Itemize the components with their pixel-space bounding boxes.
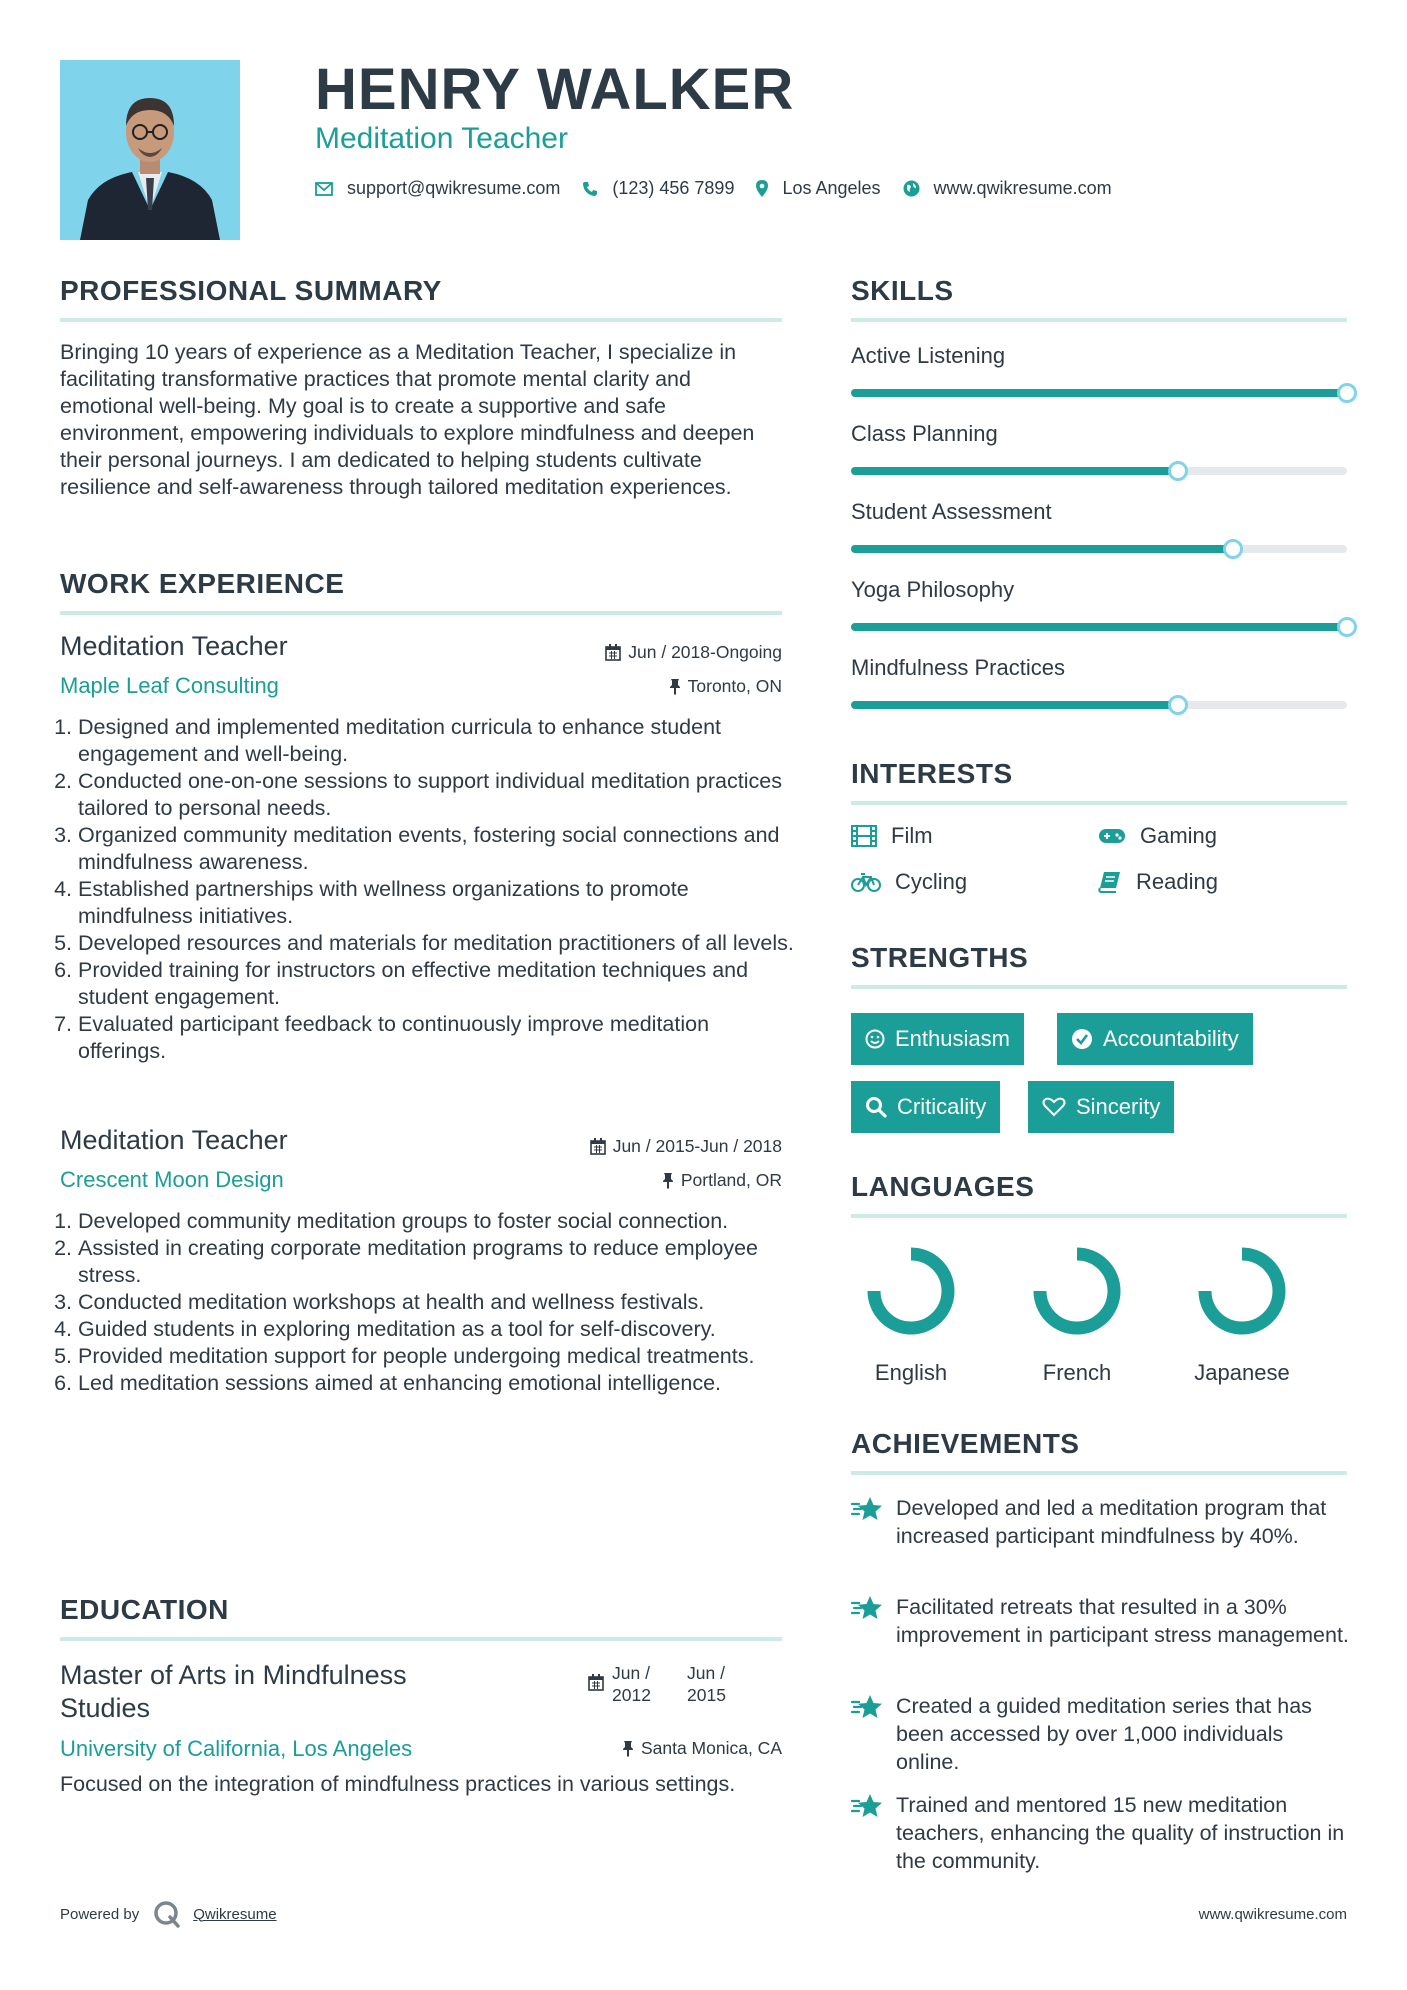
powered-by-text: Powered by <box>60 1905 140 1923</box>
job-1-dates <box>605 642 782 663</box>
interest-cycling <box>851 869 967 895</box>
education-start-line-2: 2012 <box>612 1685 651 1705</box>
strength-badge <box>1028 1081 1174 1133</box>
achievement-text: Developed and led a meditation program that increased participant mindfulness by 40%. <box>896 1496 1327 1548</box>
duty-item: 5. Provided meditation support for people undergoing medical treatments. <box>78 1343 795 1370</box>
strength-badge <box>1057 1013 1253 1065</box>
education-heading: EDUCATION <box>60 1594 229 1625</box>
calendar-icon <box>588 1674 604 1691</box>
duty-item: 1. Developed community meditation groups to foster social connection. <box>78 1208 795 1235</box>
language-gauge-arc <box>1205 1254 1279 1328</box>
interests-heading: INTERESTS <box>851 758 1013 789</box>
language-label: Japanese <box>1194 1360 1290 1385</box>
skills-heading: SKILLS <box>851 275 954 306</box>
strength-badge <box>851 1013 1024 1065</box>
skill-bar <box>851 623 1347 631</box>
calendar-icon <box>605 644 621 661</box>
smile-icon <box>865 1029 885 1049</box>
skill-label: Student Assessment <box>851 499 1052 524</box>
duty-item: 5. Developed resources and materials for meditation practitioners of all levels. <box>78 930 795 957</box>
duty-item: 3. Organized community meditation events, fostering social connections and mindfulness awareness. <box>78 822 795 876</box>
contact-bar <box>315 178 1134 199</box>
interest-label: Gaming <box>1140 823 1218 848</box>
duty-item: 4. Guided students in exploring meditation as a tool for self-discovery. <box>78 1316 795 1343</box>
envelope-icon <box>315 182 333 196</box>
education-location <box>622 1738 782 1759</box>
degree-line-2: Studies <box>60 1693 151 1723</box>
duty-item: 2. Conducted one-on-one sessions to support individual meditation practices tailored to personal needs. <box>78 768 795 822</box>
gamepad-icon <box>1098 826 1126 846</box>
education-divider <box>60 1637 782 1641</box>
interest-gaming <box>1098 823 1217 849</box>
achievements-heading: ACHIEVEMENTS <box>851 1428 1080 1459</box>
interests-divider <box>851 801 1347 805</box>
pin-icon <box>662 1172 674 1189</box>
job-2-title: Meditation Teacher <box>60 1125 288 1155</box>
skill-bar-knob <box>1168 461 1188 481</box>
check-circle-icon <box>1071 1028 1093 1050</box>
language-label: French <box>1042 1360 1112 1385</box>
pin-icon <box>669 678 681 695</box>
duty-item: 3. Conducted meditation workshops at health and wellness festivals. <box>78 1289 795 1316</box>
summary-divider <box>60 318 782 322</box>
education-dates <box>588 1662 747 1706</box>
strength-label: Accountability <box>1103 1026 1239 1051</box>
education-degree <box>60 1659 407 1725</box>
skill-bar <box>851 467 1347 475</box>
language-gauge <box>1192 1241 1292 1341</box>
calendar-icon <box>590 1138 606 1155</box>
job-2-dates-text: Jun / 2015-Jun / 2018 <box>612 1136 782 1156</box>
language-gauge <box>861 1241 961 1341</box>
strength-label: Enthusiasm <box>895 1026 1010 1051</box>
job-2-location-text: Portland, OR <box>680 1170 782 1190</box>
book-icon <box>1098 871 1122 893</box>
skill-bar-knob <box>1337 617 1357 637</box>
skill-bar <box>851 389 1347 397</box>
heart-icon <box>1042 1097 1066 1117</box>
duty-item: 7. Evaluated participant feedback to continuously improve meditation offerings. <box>78 1011 795 1065</box>
skills-divider <box>851 318 1347 322</box>
job-1-title: Meditation Teacher <box>60 631 288 661</box>
summary-text: Bringing 10 years of experience as a Meditation Teacher, I specialize in facilitating transformative practices that promote mental clarity and emotional well-being. My goal is to create a supportive and safe environment, empowering individuals to explore mindfulness and deepen their personal journeys. I am dedicated to helping students cultivate resilience and self-awareness through tailored meditation experiences. <box>60 340 755 499</box>
interest-label: Cycling <box>895 869 968 894</box>
skill-bar-knob <box>1337 383 1357 403</box>
duty-item: 2. Assisted in creating corporate meditation programs to reduce employee stress. <box>78 1235 795 1289</box>
achievement-text: Created a guided meditation series that has been accessed by over 1,000 individuals online. <box>896 1694 1312 1774</box>
strength-badge <box>851 1081 1000 1133</box>
skill-bar-fill <box>851 467 1178 475</box>
bicycle-icon <box>851 872 881 892</box>
skill-label: Class Planning <box>851 421 998 446</box>
film-icon <box>851 825 877 847</box>
duty-item: 4. Established partnerships with wellness organizations to promote mindfulness initiatives. <box>78 876 795 930</box>
skill-bar <box>851 545 1347 553</box>
education-start <box>612 1662 687 1706</box>
experience-heading: WORK EXPERIENCE <box>60 568 345 599</box>
skill-bar <box>851 701 1347 709</box>
job-1-dates-text: Jun / 2018-Ongoing <box>628 642 782 662</box>
footer-powered-by <box>60 1900 277 1928</box>
map-marker-icon <box>756 180 768 197</box>
pin-icon <box>622 1740 634 1757</box>
globe-icon <box>903 180 920 197</box>
languages-divider <box>851 1214 1347 1218</box>
star-award-icon <box>851 1494 896 1550</box>
strength-label: Criticality <box>897 1094 987 1119</box>
duty-item: 1. Designed and implemented meditation curricula to enhance student engagement and well-being. <box>78 714 795 768</box>
job-1-location <box>669 676 782 697</box>
education-end <box>687 1662 747 1706</box>
achievement-item <box>851 1791 1351 1875</box>
education-school: University of California, Los Angeles <box>60 1736 413 1761</box>
achievement-text: Facilitated retreats that resulted in a 30% improvement in participant stress management. <box>896 1595 1349 1647</box>
achievement-item <box>851 1494 1351 1550</box>
contact-location: Los Angeles <box>782 178 881 198</box>
skill-bar-fill <box>851 389 1347 397</box>
languages-heading: LANGUAGES <box>851 1171 1035 1202</box>
job-1-company: Maple Leaf Consulting <box>60 673 279 698</box>
job-2-location <box>662 1170 782 1191</box>
strengths-heading: STRENGTHS <box>851 942 1029 973</box>
education-location-text: Santa Monica, CA <box>640 1738 782 1758</box>
education-end-line-1: Jun / <box>687 1663 725 1683</box>
qwikresume-link[interactable]: Qwikresume <box>193 1905 277 1923</box>
job-1-duties <box>60 714 795 1065</box>
candidate-name: HENRY WALKER <box>315 57 795 122</box>
star-award-icon <box>851 1692 896 1776</box>
strengths-divider <box>851 985 1347 989</box>
duty-item: 6. Provided training for instructors on effective meditation techniques and student engagement. <box>78 957 795 1011</box>
footer-website[interactable]: www.qwikresume.com <box>1198 1906 1347 1923</box>
skill-label: Active Listening <box>851 343 1006 368</box>
contact-website[interactable]: www.qwikresume.com <box>933 178 1112 198</box>
candidate-role: Meditation Teacher <box>315 122 568 155</box>
skill-label: Mindfulness Practices <box>851 655 1065 680</box>
education-description: Focused on the integration of mindfulness practices in various settings. <box>60 1772 736 1796</box>
experience-divider <box>60 611 782 615</box>
phone-icon <box>582 181 598 197</box>
skill-bar-fill <box>851 623 1347 631</box>
interest-label: Film <box>891 823 933 848</box>
duty-item: 6. Led meditation sessions aimed at enhancing emotional intelligence. <box>78 1370 795 1397</box>
language-gauge-arc <box>874 1254 948 1328</box>
summary-heading: PROFESSIONAL SUMMARY <box>60 275 442 306</box>
strength-label: Sincerity <box>1076 1094 1161 1119</box>
skill-label: Yoga Philosophy <box>851 577 1015 602</box>
achievement-item <box>851 1593 1351 1649</box>
language-gauge <box>1027 1241 1127 1341</box>
contact-email[interactable]: support@qwikresume.com <box>347 178 561 198</box>
achievements-divider <box>851 1471 1347 1475</box>
achievement-item <box>851 1692 1351 1776</box>
language-label: English <box>874 1360 948 1385</box>
interest-film <box>851 823 933 849</box>
education-start-line-1: Jun / <box>612 1663 650 1683</box>
language-item <box>851 1241 971 1386</box>
interest-label: Reading <box>1136 869 1218 894</box>
star-award-icon <box>851 1791 896 1875</box>
star-award-icon <box>851 1593 896 1649</box>
education-end-line-2: 2015 <box>687 1685 726 1705</box>
skill-bar-fill <box>851 701 1178 709</box>
qwikresume-logo-icon <box>153 1900 181 1928</box>
language-item <box>1182 1241 1302 1386</box>
job-2-company: Crescent Moon Design <box>60 1167 284 1192</box>
job-1-location-text: Toronto, ON <box>687 676 782 696</box>
person-portrait-icon <box>60 60 240 240</box>
skill-bar-knob <box>1168 695 1188 715</box>
skill-bar-fill <box>851 545 1233 553</box>
language-item <box>1017 1241 1137 1386</box>
language-gauge-arc <box>1040 1254 1114 1328</box>
degree-line-1: Master of Arts in Mindfulness <box>60 1660 407 1690</box>
contact-phone[interactable]: (123) 456 7899 <box>612 178 735 198</box>
search-icon <box>865 1096 887 1118</box>
profile-photo <box>60 60 240 240</box>
job-2-duties <box>60 1208 795 1397</box>
interest-reading <box>1098 869 1218 895</box>
achievement-text: Trained and mentored 15 new meditation teachers, enhancing the quality of instruction in the community. <box>896 1793 1345 1873</box>
job-2-dates <box>590 1136 782 1157</box>
skill-bar-knob <box>1223 539 1243 559</box>
